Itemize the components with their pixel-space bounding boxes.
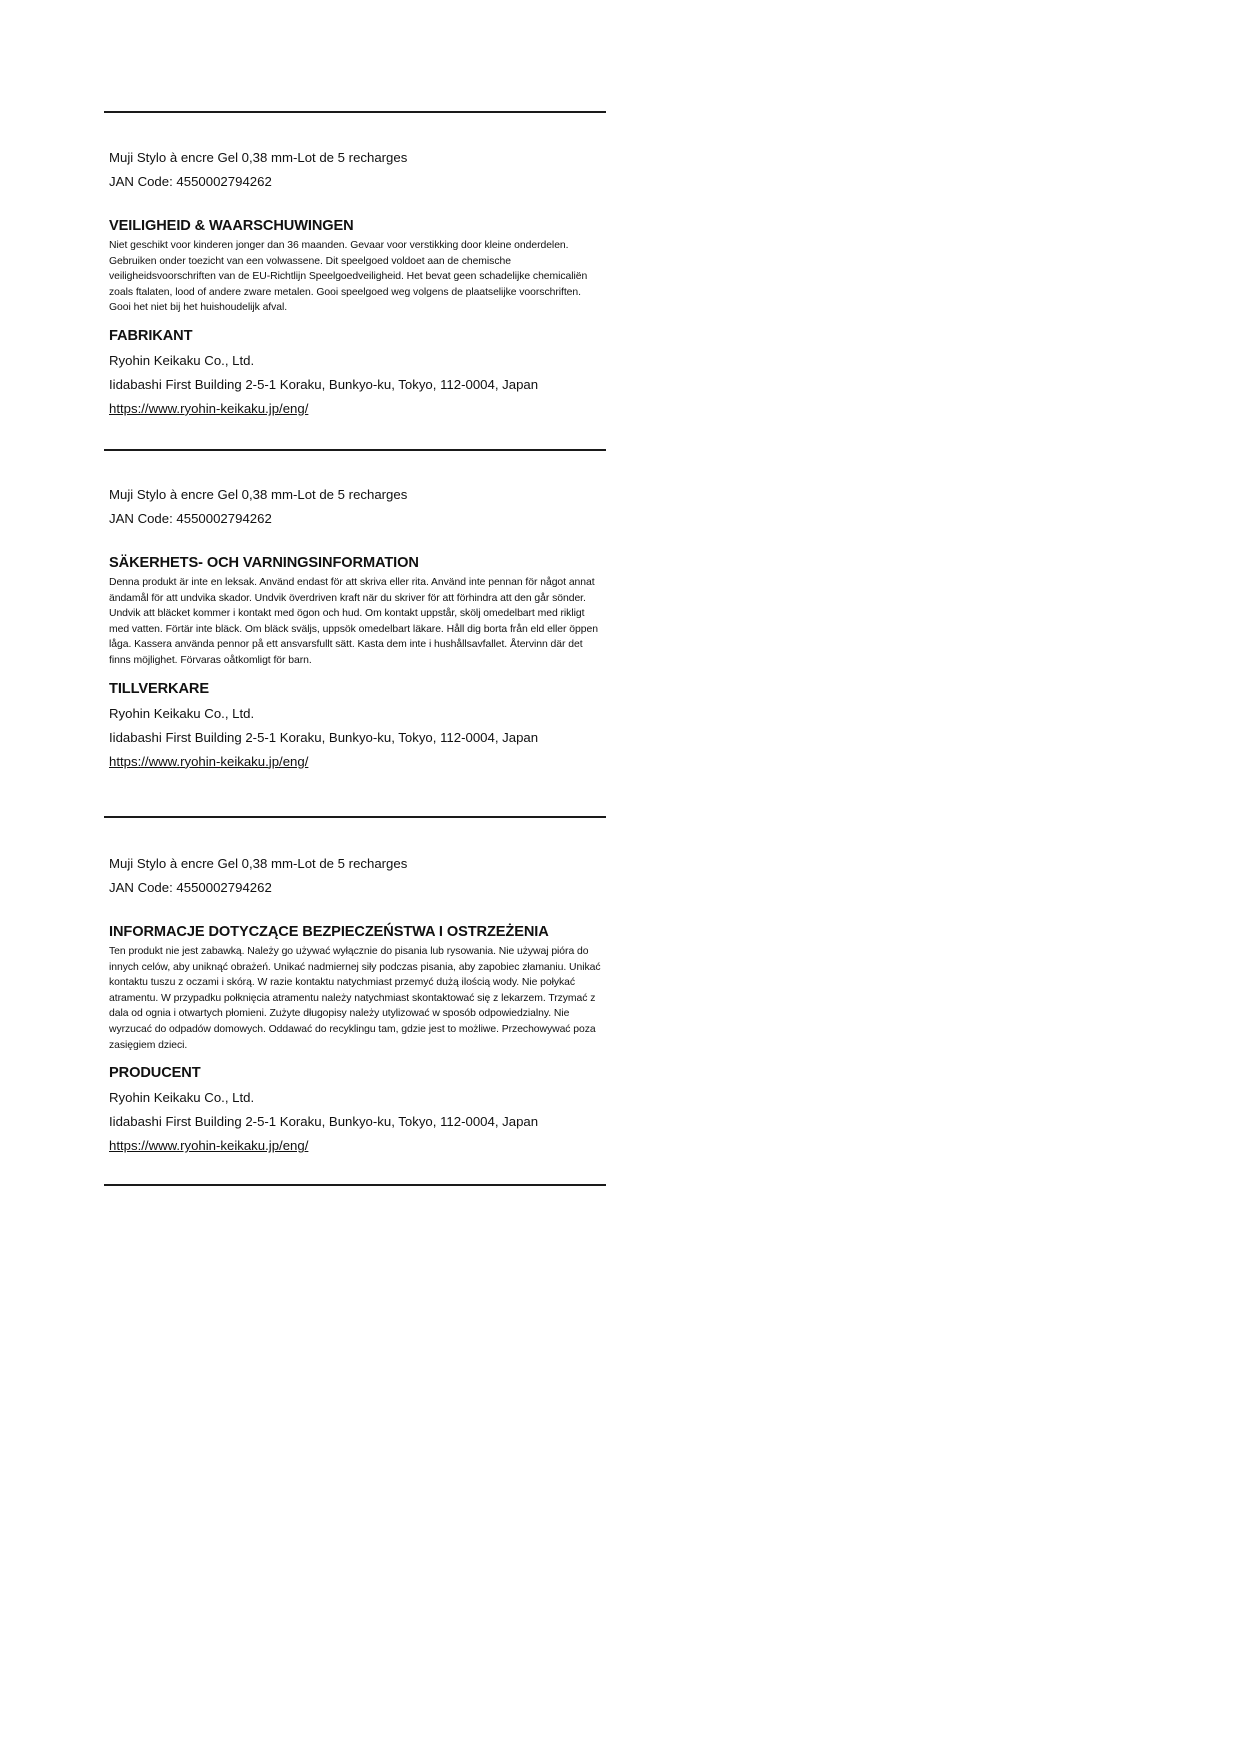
divider-rule xyxy=(104,449,606,451)
manufacturer-heading: PRODUCENT xyxy=(109,1065,201,1082)
divider-rule xyxy=(104,111,606,113)
company-address: Iidabashi First Building 2-5-1 Koraku, Bunkyo-ku, Tokyo, 112-0004, Japan xyxy=(109,376,539,392)
company-website-link[interactable]: https://www.ryohin-keikaku.jp/eng/ xyxy=(109,400,309,416)
company-website-link[interactable]: https://www.ryohin-keikaku.jp/eng/ xyxy=(109,753,309,769)
safety-heading: INFORMACJE DOTYCZĄCE BEZPIECZEŃSTWA I OSTRZEŻENIA xyxy=(109,924,549,940)
label-section-polish xyxy=(109,852,601,1158)
company-website-link[interactable]: https://www.ryohin-keikaku.jp/eng/ xyxy=(109,1138,309,1154)
safety-text: Denna produkt är inte en leksak. Använd endast för att skriva eller rita. Använd inte pennan för något annat ändamål för att undvika skador. Undvik överdriven kraft när du skriver för att förhindra att den går sönder. Undvik att bläcket kommer i kontakt med ögon och hud. Om kontakt uppstår, skölj omedelbart med rikligt med vatten. Förtär inte bläck. Om bläck sväljs, uppsök omedelbart läkare. Håll dig borta från eld eller öppen låga. Kassera använda pennor på ett ansvarsfullt sätt. Kasta dem inte i hushållsavfallet. Återvinn där det finns möjlighet. Förvaras oåtkomligt för barn. xyxy=(109,577,598,666)
label-section-dutch xyxy=(109,146,601,421)
divider-rule xyxy=(104,816,606,818)
safety-heading: SÄKERHETS- OCH VARNINGSINFORMATION xyxy=(109,555,419,571)
divider-rule xyxy=(104,1184,606,1186)
manufacturer-heading: FABRIKANT xyxy=(109,327,193,344)
company-name: Ryohin Keikaku Co., Ltd. xyxy=(109,705,255,721)
company-name: Ryohin Keikaku Co., Ltd. xyxy=(109,352,255,368)
jan-code: JAN Code: 4550002794262 xyxy=(109,174,272,189)
safety-text: Niet geschikt voor kinderen jonger dan 36 maanden. Gevaar voor verstikking door kleine onderdelen. Gebruiken onder toezicht van een volwassene. Dit speelgoed voldoet aan de chemische veiligheidsvoorschriften van de EU-Richtlijn Speelgoedveiligheid. Het bevat geen schadelijke chemicaliën zoals ftalaten, lood of andere zware metalen. Gooi speelgoed weg volgens de plaatselijke voorschriften. Gooi het niet bij het huishoudelijk afval. xyxy=(109,240,588,314)
company-address: Iidabashi First Building 2-5-1 Koraku, Bunkyo-ku, Tokyo, 112-0004, Japan xyxy=(109,729,539,745)
safety-text: Ten produkt nie jest zabawką. Należy go używać wyłącznie do pisania lub rysowania. Nie używaj pióra do innych celów, aby uniknąć obrażeń. Unikać nadmiernej siły podczas pisania, aby zapobiec złamaniu. Unikać kontaktu tuszu z oczami i skórą. W razie kontaktu natychmiast przemyć dużą ilością wody. Nie połykać atramentu. W przypadku połknięcia atramentu należy natychmiast skontaktować się z lekarzem. Trzymać z dala od ognia i otwartych płomieni. Zużyte długopisy należy utylizować w sposób odpowiedzialny. Nie wyrzucać do odpadów domowych. Oddawać do recyklingu tam, gdzie jest to możliwe. Przechowywać poza zasięgiem dzieci. xyxy=(109,946,601,1051)
jan-code: JAN Code: 4550002794262 xyxy=(109,880,272,895)
product-name: Muji Stylo à encre Gel 0,38 mm-Lot de 5 recharges xyxy=(109,856,408,871)
safety-heading: VEILIGHEID & WAARSCHUWINGEN xyxy=(109,218,354,234)
product-name: Muji Stylo à encre Gel 0,38 mm-Lot de 5 recharges xyxy=(109,150,408,165)
jan-code: JAN Code: 4550002794262 xyxy=(109,511,272,526)
company-address: Iidabashi First Building 2-5-1 Koraku, Bunkyo-ku, Tokyo, 112-0004, Japan xyxy=(109,1114,539,1130)
product-name: Muji Stylo à encre Gel 0,38 mm-Lot de 5 recharges xyxy=(109,487,408,502)
label-section-swedish xyxy=(109,483,601,774)
manufacturer-heading: TILLVERKARE xyxy=(109,680,209,697)
company-name: Ryohin Keikaku Co., Ltd. xyxy=(109,1090,255,1106)
